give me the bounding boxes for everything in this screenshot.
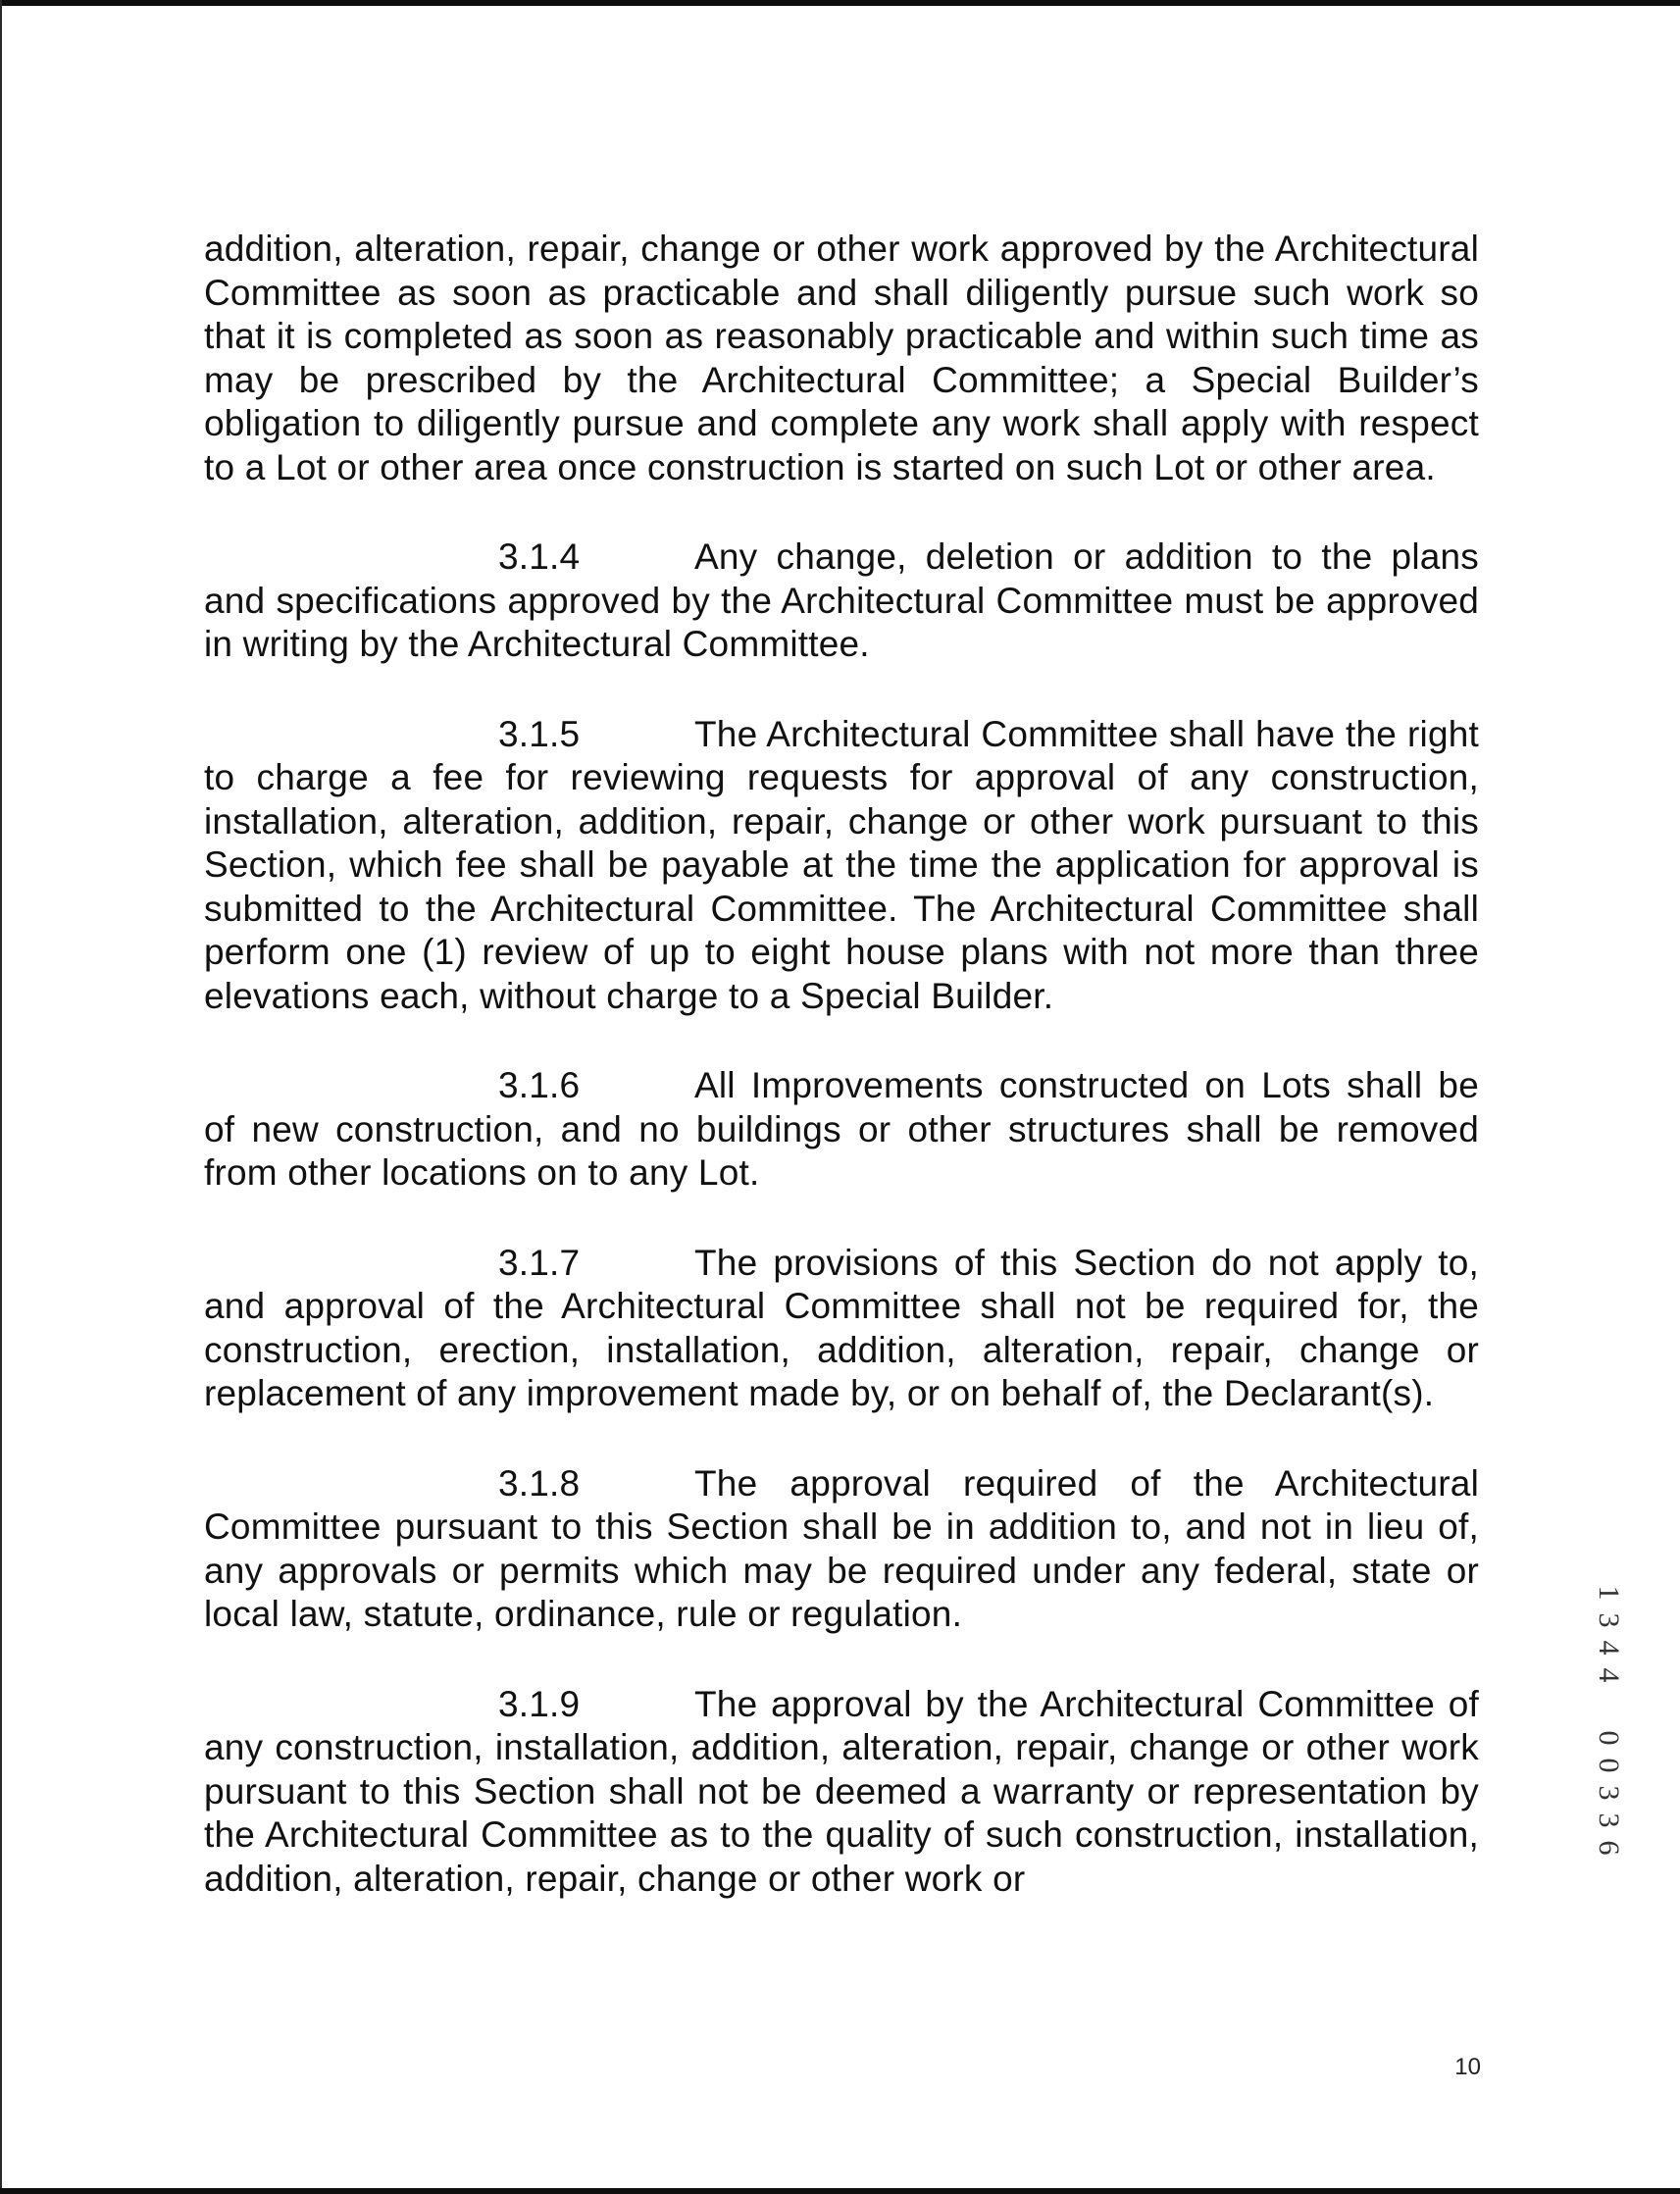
clause-number: 3.1.8 [498,1462,581,1504]
stamp-book-number [1589,1579,1628,1689]
stamp-digit: 3 [1593,1612,1625,1628]
paragraph-3-1-9 [204,1683,1479,1902]
clause-number: 3.1.4 [498,536,581,577]
page-number: 10 [1454,2054,1481,2080]
paragraph-text: All Improvements constructed on Lots shall be of new construction, and no buildings or other structures shall be removed from other locations on to any Lot. [204,1065,1479,1193]
scan-top-edge [0,0,1680,6]
recording-stamp [1589,1579,1628,1862]
document-body [204,228,1479,1947]
paragraph-text: The approval required of the Architectural Committee pursuant to this Section shall be in addition to, and not in lieu of, any approvals or permits which may be required under any federal, state or local law, statute, ordinance, rule or regulation. [204,1462,1479,1634]
stamp-digit: 4 [1593,1640,1625,1656]
stamp-digit: 4 [1593,1667,1625,1683]
paragraph-text: The provisions of this Section do not apply to, and approval of the Architectural Committee shall not be required for, the construction, erection, installation, addition, alteration, repair, change or replacement of any improvement made by, or on behalf of, the Declarant(s). [204,1242,1479,1413]
stamp-digit: 3 [1593,1785,1625,1801]
stamp-page-number [1589,1724,1628,1862]
paragraph-text: addition, alteration, repair, change or other work approved by the Architectural Committee as soon as practicable and shall diligently pursue such work so that it is completed as soon as reasonably practicable and within such time as may be prescribed by the Architectural Committee; a Special Builder’s obligation to diligently pursue and complete any work shall apply with respect to a Lot or other area once construction is started on such Lot or other area. [204,229,1479,487]
paragraph-3-1-5 [204,713,1479,1019]
paragraph-3-1-6 [204,1064,1479,1196]
paragraph-3-1-8 [204,1462,1479,1637]
stamp-digit: 6 [1593,1840,1625,1856]
stamp-digit: 1 [1593,1585,1625,1601]
paragraph-continuation [204,228,1479,489]
paragraph-text: The approval by the Architectural Committee of any construction, installation, addition, alteration, repair, change or other work pursuant to this Section shall not be deemed a warranty or representation by the Architectural Committee as to the quality of such construction, installation, addition, alteration, repair, change or other work or [204,1683,1479,1899]
paragraph-text: Any change, deletion or addition to the plans and specifications approved by the Architectural Committee must be approved in writing by the Architectural Committee. [204,536,1479,664]
clause-number: 3.1.6 [498,1065,581,1105]
clause-number: 3.1.9 [498,1683,581,1724]
scan-bottom-edge [0,2188,1680,2194]
clause-number: 3.1.7 [498,1242,581,1283]
paragraph-text: The Architectural Committee shall have the right to charge a fee for reviewing requests for approval of any construction, installation, alteration, addition, repair, change or other work pursuant to this Section, which fee shall be payable at the time the application for approval is submitted to the Architectural Committee. The Architectural Committee shall perform one (1) review of up to eight house plans with not more than three elevations each, without charge to a Special Builder. [204,713,1479,1016]
stamp-digit: 3 [1593,1812,1625,1828]
paragraph-3-1-7 [204,1242,1479,1416]
stamp-digit: 0 [1593,1730,1625,1746]
paragraph-3-1-4 [204,536,1479,667]
stamp-digit: 0 [1593,1758,1625,1773]
scan-left-edge [0,0,2,2194]
clause-number: 3.1.5 [498,713,581,754]
